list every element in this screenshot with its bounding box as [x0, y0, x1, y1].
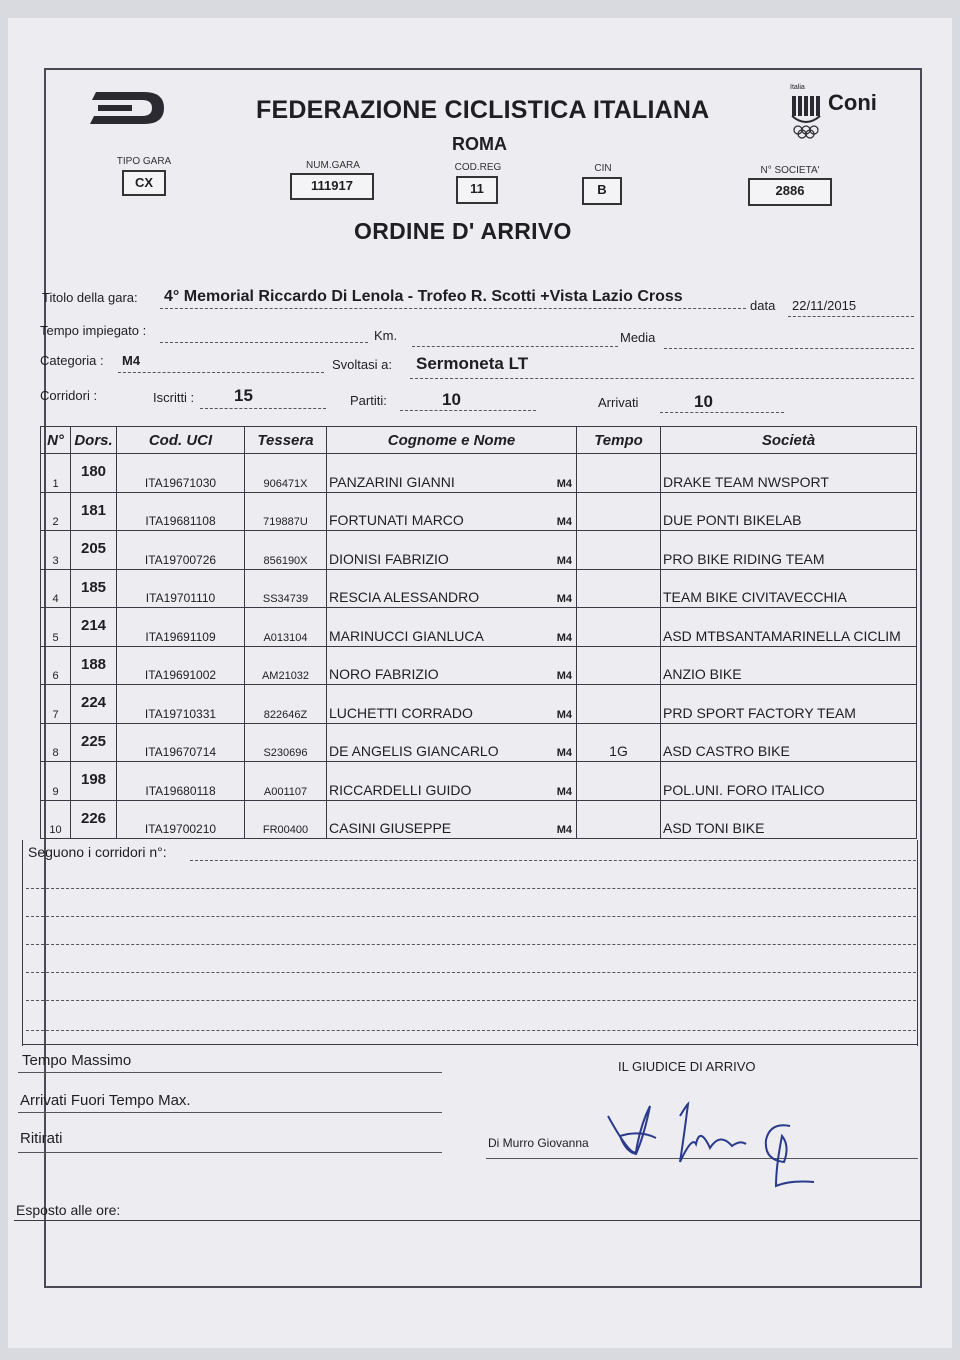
row-tessera — [245, 569, 327, 608]
row-societa — [661, 646, 917, 685]
table-row — [41, 762, 917, 801]
tipo-gara-box: CX — [122, 170, 166, 196]
row-tessera-text: AM21032 — [261, 670, 310, 682]
giudice-label: IL GIUDICE DI ARRIVO — [618, 1059, 756, 1074]
row-number — [41, 569, 71, 608]
media-line — [664, 348, 914, 349]
row-number-text: 7 — [52, 708, 59, 721]
row-societa-text: DUE PONTI BIKELAB — [663, 512, 802, 528]
row-dorsal — [71, 723, 117, 762]
row-dorsal — [71, 454, 117, 493]
row-name — [327, 608, 577, 647]
row-dorsal-text: 185 — [80, 578, 107, 596]
header-uci: Cod. UCI — [117, 427, 245, 454]
row-category: M4 — [556, 631, 572, 644]
row-uci-code — [117, 492, 245, 531]
row-name-text: DE ANGELIS GIANCARLO — [329, 743, 499, 759]
data-line — [788, 316, 914, 317]
row-uci-code-text: ITA19700210 — [144, 822, 217, 836]
table-row — [41, 492, 917, 531]
row-tempo — [577, 492, 661, 531]
row-tessera-text: S230696 — [263, 747, 308, 759]
cod-reg-label: COD.REG — [454, 162, 502, 173]
row-societa-text: ASD MTBSANTAMARINELLA CICLIM — [663, 627, 901, 644]
row-category: M4 — [556, 708, 572, 721]
row-uci-code-text: ITA19670714 — [144, 745, 217, 759]
row-number — [41, 492, 71, 531]
ritirati-line — [18, 1152, 442, 1153]
row-uci-code — [117, 454, 245, 493]
row-uci-code — [117, 800, 245, 839]
data-label: data — [750, 298, 776, 313]
categoria-line — [118, 372, 324, 373]
row-number-text: 10 — [49, 824, 62, 836]
row-tessera — [245, 800, 327, 839]
race-date: 22/11/2015 — [792, 298, 857, 313]
row-tempo — [577, 569, 661, 608]
follow-line — [26, 972, 916, 973]
row-number-text: 9 — [52, 785, 59, 798]
row-number — [41, 685, 71, 724]
iscritti-label: Iscritti : — [153, 390, 195, 405]
row-category: M4 — [556, 824, 572, 836]
row-dorsal-text: 188 — [80, 655, 107, 673]
arrivati-value: 10 — [694, 392, 713, 411]
row-tempo — [577, 454, 661, 493]
row-societa — [661, 608, 917, 647]
categoria-label: Categoria : — [40, 353, 104, 368]
row-uci-code — [117, 762, 245, 801]
coni-logo — [790, 86, 830, 147]
row-uci-code-text: ITA19671030 — [144, 475, 217, 490]
row-dorsal-text: 225 — [80, 732, 107, 750]
row-category: M4 — [556, 747, 572, 759]
table-row — [41, 800, 917, 839]
row-dorsal-text: 205 — [80, 540, 107, 558]
num-gara-box: 111917 — [290, 173, 374, 200]
row-number-text: 8 — [52, 747, 59, 759]
row-number — [41, 608, 71, 647]
row-name — [327, 685, 577, 724]
row-dorsal — [71, 531, 117, 570]
row-uci-code-text: ITA19691109 — [145, 629, 216, 644]
tempo-line — [160, 342, 368, 343]
follow-line — [26, 1000, 916, 1001]
row-societa — [661, 454, 917, 493]
row-uci-code — [117, 608, 245, 647]
row-tessera-text: 856190X — [263, 554, 308, 567]
svoltasi-label: Svoltasi a: — [332, 357, 392, 372]
ritirati-label: Ritirati — [20, 1130, 63, 1147]
row-dorsal — [71, 762, 117, 801]
row-tessera-text: 822646Z — [263, 708, 308, 721]
row-name — [327, 723, 577, 762]
row-uci-code — [117, 723, 245, 762]
partiti-value: 10 — [442, 390, 461, 409]
esposto-label: Esposto alle ore: — [16, 1202, 121, 1218]
row-number — [41, 531, 71, 570]
row-dorsal — [71, 800, 117, 839]
header-tempo: Tempo — [577, 427, 661, 454]
row-societa — [661, 569, 917, 608]
row-dorsal — [71, 646, 117, 685]
row-dorsal-text: 214 — [80, 617, 107, 635]
row-dorsal-text: 181 — [80, 501, 107, 519]
row-name — [327, 569, 577, 608]
row-tempo — [577, 646, 661, 685]
km-label: Km. — [374, 328, 398, 343]
table-row — [41, 531, 917, 570]
header-nome: Cognome e Nome — [327, 427, 577, 454]
row-tempo — [577, 762, 661, 801]
row-number-text: 2 — [52, 516, 59, 528]
row-number — [41, 646, 71, 685]
row-name-text: CASINI GIUSEPPE — [329, 820, 452, 836]
iscritti-value: 15 — [234, 386, 253, 405]
table-row — [41, 608, 917, 647]
row-uci-code — [117, 531, 245, 570]
row-tessera-text: 906471X — [263, 477, 308, 490]
row-name-text: LUCHETTI CORRADO — [329, 704, 473, 721]
row-tessera — [245, 723, 327, 762]
row-societa — [661, 800, 917, 839]
titolo-label: Titolo della gara: — [42, 290, 138, 305]
fuori-tempo-line — [18, 1112, 442, 1113]
row-uci-code-text: ITA19701110 — [145, 591, 216, 605]
row-societa-text: ASD CASTRO BIKE — [663, 743, 790, 759]
partiti-line — [400, 410, 536, 411]
societa-box: 2886 — [748, 178, 832, 206]
row-societa — [661, 762, 917, 801]
coni-small-text: Italia — [790, 84, 805, 91]
row-societa-text: PRD SPORT FACTORY TEAM — [663, 704, 856, 721]
row-uci-code-text: ITA19680118 — [145, 783, 216, 798]
arrivati-label: Arrivati — [598, 395, 639, 410]
row-societa — [661, 531, 917, 570]
giudice-name: Di Murro Giovanna — [488, 1136, 589, 1150]
follow-line — [26, 888, 916, 889]
row-uci-code-text: ITA19681108 — [145, 514, 216, 528]
fuori-tempo-label: Arrivati Fuori Tempo Max. — [20, 1092, 191, 1109]
row-category: M4 — [556, 554, 572, 567]
footer-bottom-line — [14, 1220, 920, 1221]
row-uci-code — [117, 685, 245, 724]
row-dorsal — [71, 608, 117, 647]
row-tempo — [577, 608, 661, 647]
row-category: M4 — [556, 593, 572, 605]
row-dorsal — [71, 685, 117, 724]
km-line — [412, 346, 618, 347]
row-name-text: FORTUNATI MARCO — [329, 512, 464, 528]
row-name — [327, 800, 577, 839]
num-gara-label: NUM.GARA — [306, 160, 360, 171]
row-uci-code — [117, 569, 245, 608]
table-row — [41, 685, 917, 724]
row-dorsal — [71, 492, 117, 531]
header-n: N° — [41, 427, 71, 454]
table-row — [41, 646, 917, 685]
follow-line — [26, 916, 916, 917]
row-name — [327, 531, 577, 570]
svoltasi-line — [410, 378, 914, 379]
row-dorsal-text: 224 — [80, 694, 107, 712]
follow-section — [22, 840, 918, 1046]
row-societa-text: TEAM BIKE CIVITAVECCHIA — [663, 589, 847, 605]
row-number — [41, 723, 71, 762]
row-uci-code — [117, 646, 245, 685]
row-dorsal-text: 180 — [80, 463, 107, 481]
race-title: 4° Memorial Riccardo Di Lenola - Trofeo R. Scotti +Vista Lazio Cross — [164, 288, 683, 305]
row-societa-text: POL.UNI. FORO ITALICO — [663, 781, 825, 798]
row-name — [327, 762, 577, 801]
header-tessera: Tessera — [245, 427, 327, 454]
header-societa: Società — [661, 427, 917, 454]
row-uci-code-text: ITA19710331 — [144, 706, 217, 721]
row-dorsal-text: 198 — [80, 771, 107, 789]
row-tempo — [577, 723, 661, 762]
row-category: M4 — [556, 785, 572, 798]
cin-label: CIN — [594, 163, 612, 174]
table-row — [41, 569, 917, 608]
follow-bottom — [22, 1044, 918, 1045]
row-tempo — [577, 800, 661, 839]
tempo-massimo-line — [18, 1072, 442, 1073]
row-name-text: RICCARDELLI GUIDO — [329, 781, 472, 798]
row-number — [41, 762, 71, 801]
row-category: M4 — [556, 516, 572, 528]
titolo-line — [160, 308, 746, 309]
fci-logo — [88, 88, 168, 133]
row-number-text: 6 — [52, 670, 59, 682]
header-dors: Dors. — [71, 427, 117, 454]
row-societa-text: ANZIO BIKE — [663, 666, 742, 682]
row-societa-text: DRAKE TEAM NWSPORT — [663, 473, 829, 490]
table-row — [41, 454, 917, 493]
row-tessera-text: FR00400 — [262, 824, 309, 836]
table-row — [41, 723, 917, 762]
row-category: M4 — [556, 670, 572, 682]
row-tessera — [245, 685, 327, 724]
row-tessera-text: A001107 — [263, 785, 308, 798]
table-header-row — [41, 427, 917, 454]
cod-reg-box: 11 — [456, 176, 498, 204]
row-name — [327, 492, 577, 531]
tipo-gara-label: TIPO GARA — [116, 156, 172, 167]
coni-label: Coni — [828, 90, 877, 115]
row-uci-code-text: ITA19700726 — [144, 552, 217, 567]
row-societa — [661, 723, 917, 762]
row-societa — [661, 685, 917, 724]
row-number-text: 3 — [52, 554, 59, 567]
row-name-text: PANZARINI GIANNI — [329, 473, 455, 490]
follow-line — [26, 1030, 916, 1031]
row-name-text: NORO FABRIZIO — [329, 666, 439, 682]
iscritti-line — [200, 408, 326, 409]
categoria-value: M4 — [122, 353, 141, 368]
seguono-label: Seguono i corridori n°: — [28, 844, 167, 860]
row-name-text: MARINUCCI GIANLUCA — [329, 627, 484, 644]
cin-box: B — [582, 177, 622, 205]
row-societa-text: PRO BIKE RIDING TEAM — [663, 550, 825, 567]
row-societa — [661, 492, 917, 531]
tempo-massimo-label: Tempo Massimo — [22, 1052, 132, 1069]
judge-signature — [600, 1096, 830, 1201]
results-table — [40, 426, 917, 839]
city-title: ROMA — [452, 134, 507, 154]
row-societa-text: ASD TONI BIKE — [663, 820, 765, 836]
row-tessera — [245, 608, 327, 647]
row-number — [41, 800, 71, 839]
row-dorsal-text: 226 — [80, 809, 107, 827]
row-number — [41, 454, 71, 493]
seguono-line — [190, 860, 916, 861]
row-tessera-text: A013104 — [263, 631, 308, 644]
row-tessera — [245, 762, 327, 801]
row-tessera — [245, 531, 327, 570]
svoltasi-value: Sermoneta LT — [416, 354, 529, 373]
row-number-text: 5 — [52, 631, 59, 644]
media-label: Media — [620, 330, 656, 345]
row-uci-code-text: ITA19691002 — [144, 668, 217, 682]
row-dorsal — [71, 569, 117, 608]
row-tempo — [577, 685, 661, 724]
row-tessera-text: 719887U — [263, 516, 308, 528]
row-tessera-text: SS34739 — [262, 593, 309, 605]
row-tessera — [245, 454, 327, 493]
row-tessera — [245, 492, 327, 531]
row-number-text: 4 — [52, 593, 59, 605]
row-name-text: DIONISI FABRIZIO — [329, 550, 449, 567]
tempo-impiegato-label: Tempo impiegato : — [40, 323, 147, 338]
row-name — [327, 646, 577, 685]
row-tempo-text: 1G — [609, 743, 628, 759]
document-title: ORDINE D' ARRIVO — [354, 218, 572, 244]
follow-line — [26, 944, 916, 945]
corridori-label: Corridori : — [40, 388, 98, 403]
row-tessera — [245, 646, 327, 685]
federation-title: FEDERAZIONE CICLISTICA ITALIANA — [256, 96, 710, 124]
row-category: M4 — [556, 477, 572, 490]
partiti-label: Partiti: — [350, 393, 387, 408]
row-tempo — [577, 531, 661, 570]
row-name — [327, 454, 577, 493]
row-number-text: 1 — [52, 477, 59, 490]
societa-label: N° SOCIETA' — [760, 165, 820, 176]
arrivati-line — [660, 412, 784, 413]
row-name-text: RESCIA ALESSANDRO — [329, 589, 480, 605]
